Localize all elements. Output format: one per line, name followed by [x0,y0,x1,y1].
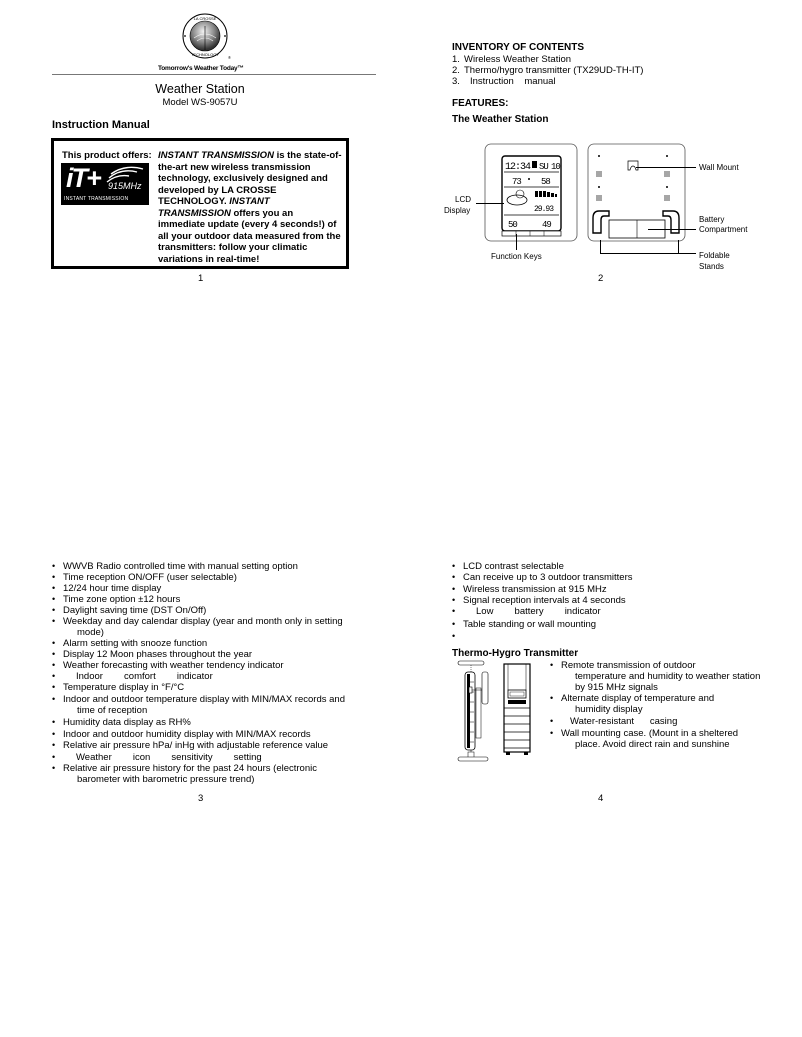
page-number: 2 [598,273,604,284]
svg-text:58: 58 [541,177,550,187]
page-number: 4 [598,793,604,804]
feature-item: • Remote transmission of outdoor temperature and humidity to weather station by 915 MHz signals [550,660,770,693]
feature-item: • LCD contrast selectable [452,561,752,572]
more-features-list [452,561,752,642]
feature-item: • Humidity data display as RH% [52,717,352,728]
features-heading: FEATURES: [452,98,509,109]
transmitter-features-list [550,660,770,750]
feature-item: • Temperature display in °F/°C [52,682,352,693]
feature-item: • Can receive up to 3 outdoor transmitters [452,572,752,583]
inventory-item: 1. Wireless Weather Station [452,54,572,65]
badge-it-plus: iT+ [66,163,100,193]
lcd-pointer [476,203,504,204]
compartment-label: Compartment [699,225,748,234]
feature-item: • Time zone option ±12 hours [52,594,352,605]
function-keys-label: Function Keys [491,252,542,261]
feature-item: • Weather forecasting with weather tendency indicator [52,660,352,671]
svg-text:49: 49 [542,220,551,230]
svg-text:10: 10 [551,162,560,172]
offer-description: INSTANT TRANSMISSION is the state-of- the-art new wireless transmission technology, exclusively designed and developed by LA CROSSE TECHNOLOGY. INSTANT TRANSMISSION offers you an immediate update (every 4 seconds!) of all your outdoor data measured from the transmitters: follow your climatic variations in real-time! [158,150,342,265]
feature-item: • Low battery indicator [452,606,752,617]
la-crosse-logo-icon [172,12,238,62]
svg-text:50: 50 [508,220,517,230]
function-keys-pointer [516,234,517,250]
logo-tagline: Tomorrow's Weather Today™ [158,65,244,72]
svg-text:®: ® [228,55,231,60]
feature-item: • Weather icon sensitivity setting [52,752,352,763]
feature-item: • Alternate display of temperature and humidity display [550,693,770,715]
header-divider [52,74,376,75]
wall-mount-pointer [636,167,696,168]
feature-item: • Wireless transmission at 915 MHz [452,584,752,595]
feature-item: • Time reception ON/OFF (user selectable) [52,572,352,583]
document-title: Weather Station [155,82,245,96]
feature-item: • Table standing or wall mounting [452,619,752,630]
instant-transmission-badge [61,163,149,205]
feature-item: • Relative air pressure hPa/ inHg with adjustable reference value [52,740,352,751]
inventory-item: 2. Thermo/hygro transmitter (TX29UD-TH-IT) [452,65,644,76]
battery-pointer [648,229,696,230]
inventory-heading: INVENTORY OF CONTENTS [452,42,585,53]
weather-station-subheading: The Weather Station [452,114,549,125]
stand-right-pointer [678,240,679,254]
stand-left-pointer [600,240,601,254]
stands-label: Stands [699,262,724,271]
foldable-label: Foldable [699,251,730,260]
feature-item: • 12/24 hour time display [52,583,352,594]
badge-caption: INSTANT TRANSMISSION [64,196,129,202]
wall-mount-label: Wall Mount [699,163,739,172]
offer-label: This product offers: [62,150,152,161]
svg-text:LA CROSSE: LA CROSSE [193,16,217,21]
station-features-list [52,561,352,785]
battery-label: Battery [699,215,725,224]
svg-text:12:34: 12:34 [505,162,531,173]
transmitter-diagram [456,660,538,764]
section-heading: Instruction Manual [52,119,150,131]
feature-item: • Indoor comfort indicator [52,671,352,682]
weather-station-front-diagram [484,143,578,243]
svg-text:SU: SU [539,162,548,172]
page-number: 1 [198,273,204,284]
feature-item: • Water-resistant casing [550,716,770,727]
feature-item: • Indoor and outdoor humidity display with MIN/MAX records [52,729,352,740]
feature-item: • Indoor and outdoor temperature display with MIN/MAX records and time of reception [52,694,352,716]
feature-item: • Alarm setting with snooze function [52,638,352,649]
inventory-item: 3. Instruction manual [452,76,556,87]
feature-item: • Display 12 Moon phases throughout the year [52,649,352,660]
page-number: 3 [198,793,204,804]
svg-text:29.93: 29.93 [534,205,554,214]
weather-station-back-diagram [587,143,687,243]
svg-text:TECHNOLOGY: TECHNOLOGY [190,52,220,57]
feature-item: • Wall mounting case. (Mount in a sheltered place. Avoid direct rain and sunshine [550,728,770,750]
stands-pointer [600,253,696,254]
transmitter-heading: Thermo-Hygro Transmitter [452,648,579,659]
display-label: Display [444,206,471,215]
inventory-list [452,54,643,87]
feature-item: • WWVB Radio controlled time with manual setting option [52,561,352,572]
feature-item: • Signal reception intervals at 4 seconds [452,595,752,606]
feature-item: • Weekday and day calendar display (year and month only in setting mode) [52,616,352,638]
lcd-label: LCD [455,195,472,204]
feature-item [452,631,752,642]
badge-frequency: 915MHz [108,181,142,191]
feature-item: • Relative air pressure history for the past 24 hours (electronic barometer with barometric pressure trend) [52,763,352,785]
model-number: Model WS-9057U [162,97,238,108]
feature-item: • Daylight saving time (DST On/Off) [52,605,352,616]
svg-text:73: 73 [512,177,521,187]
